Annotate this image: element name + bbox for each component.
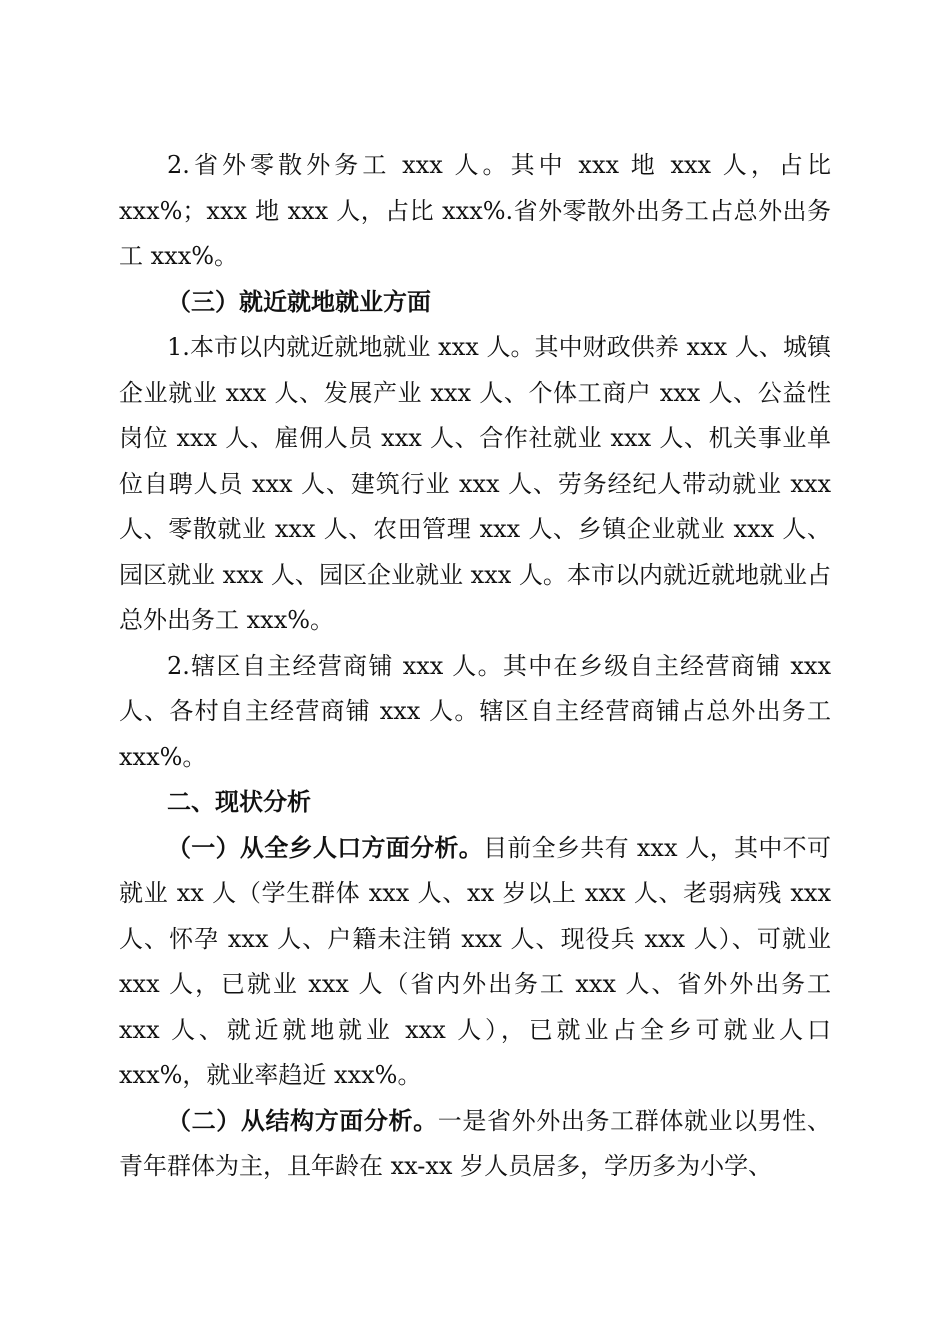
- paragraph-population-analysis: [119, 826, 831, 1099]
- paragraph-lead-population: （一）从全乡人口方面分析。: [167, 833, 484, 862]
- document-page: [119, 143, 831, 1190]
- paragraph-body-population: 目前全乡共有 xxx 人，其中不可就业 xx 人（学生群体 xxx 人、xx 岁以上 xxx 人、老弱病残 xxx 人、怀孕 xxx 人、户籍未注销 xxx 人、现役兵 xxx 人）、可就业 xxx 人，已就业 xxx 人（省内外出务工 xxx 人、省外外出务工 xxx 人、就近就地就业 xxx 人），已就业占全乡可就业人口 xxx%，就业率趋近 xxx%。: [119, 833, 831, 1089]
- paragraph-provincial-scattered-workers: 2.省外零散外务工 xxx 人。其中 xxx 地 xxx 人，占比 xxx%；xxx 地 xxx 人，占比 xxx%.省外零散外出务工占总外出务工 xxx%。: [119, 151, 831, 270]
- paragraph-local-employment-detail: 1.本市以内就近就地就业 xxx 人。其中财政供养 xxx 人、城镇企业就业 xxx 人、发展产业 xxx 人、个体工商户 xxx 人、公益性岗位 xxx 人、雇佣人员 xxx 人、合作社就业 xxx 人、机关事业单位自聘人员 xxx 人、建筑行业 xxx 人、劳务经纪人带动就业 xxx 人、零散就业 xxx 人、农田管理 xxx 人、乡镇企业就业 xxx 人、园区就业 xxx 人、园区企业就业 xxx 人。本市以内就近就地就业占总外出务工 xxx%。: [119, 333, 831, 634]
- section-heading-local-employment: （三）就近就地就业方面: [167, 287, 431, 316]
- section-heading-status-analysis: 二、现状分析: [167, 788, 311, 816]
- paragraph-structure-analysis: [119, 1099, 831, 1190]
- paragraph-body-structure: 一是省外外出务工群体就业以男性、青年群体为主，且年龄在 xx-xx 岁人员居多，学历多为小学、: [119, 1106, 832, 1180]
- paragraph-lead-structure: （二）从结构方面分析。: [167, 1106, 438, 1135]
- paragraph-self-run-shops: 2.辖区自主经营商铺 xxx 人。其中在乡级自主经营商铺 xxx 人、各村自主经营商铺 xxx 人。辖区自主经营商铺占总外出务工 xxx%。: [119, 651, 831, 771]
